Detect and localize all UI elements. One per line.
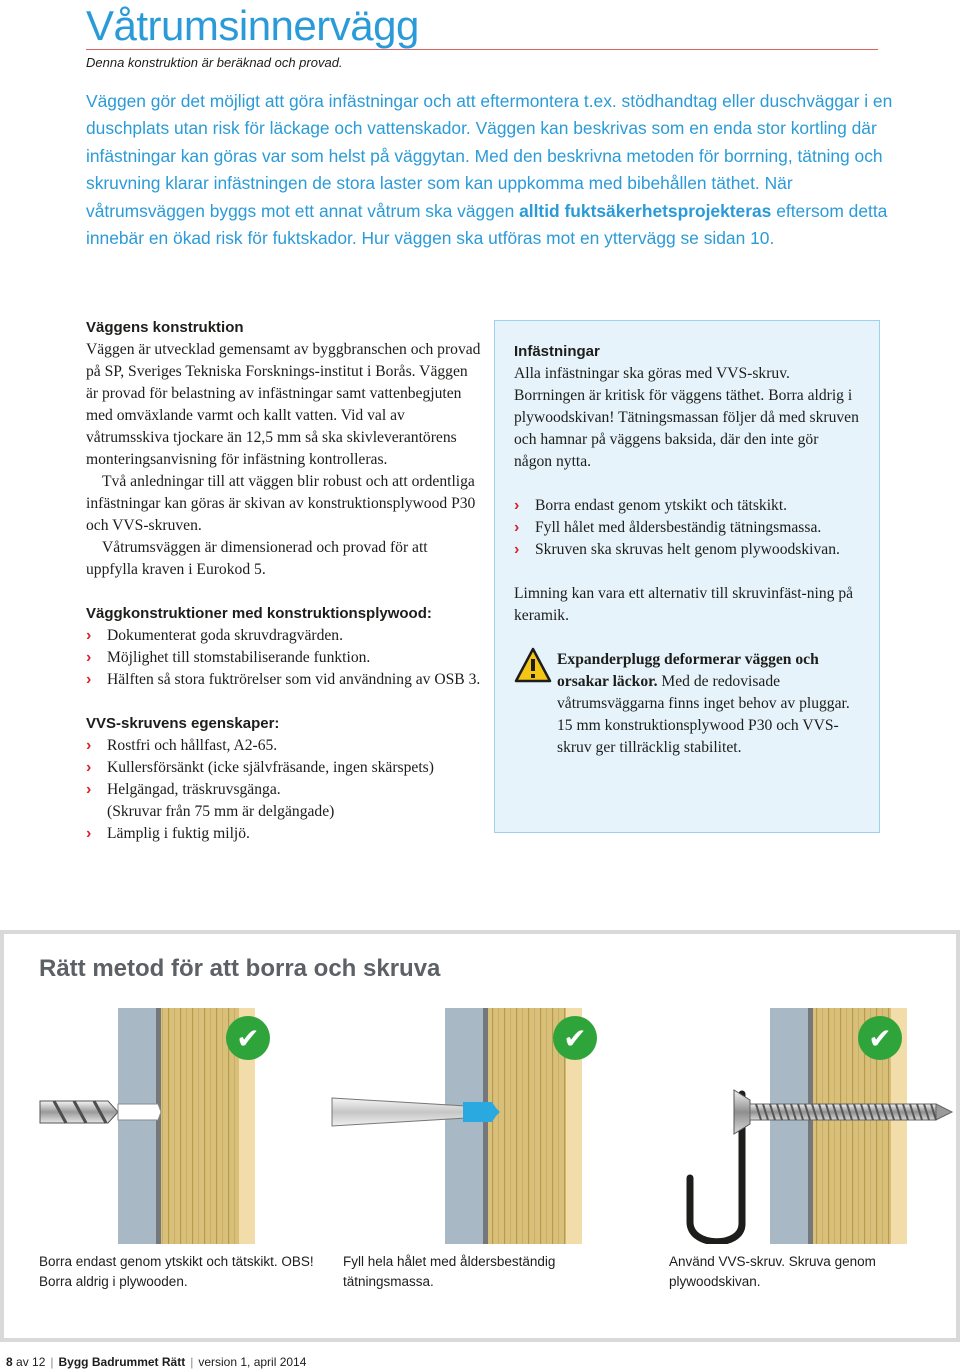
intro-paragraph (86, 88, 901, 252)
info-list (514, 495, 860, 561)
intro-text-1: Väggen gör det möjligt att göra infästningar och att eftermontera t.ex. stödhandtag eller duschväggar i en duschplats utan risk för läckage och vattenskador. Väggen kan beskrivas som en enda stor kortling där infästningar kan göras var som helst på väggytan. Med den beskrivna metoden för borrning, tätning och skruvning klarar infästningen de stora laster som kan uppkomma med bibehållen täthet. När våtrumsväggen byggs mot ett annat våtrum ska väggen (86, 91, 893, 221)
wall-illustrations (0, 1008, 960, 1244)
chevron-right-icon: › (86, 781, 92, 798)
list-item: › Helgängad, träskruvsgänga. (86, 779, 482, 801)
wall-section-drill (40, 1008, 270, 1244)
construction-paragraph-3: Våtrumsväggen är dimensionerad och provad för att uppfylla kraven i Eurokod 5. (86, 539, 428, 578)
caption-screw: Använd VVS-skruv. Skruva genom plywoodskivan. (669, 1254, 876, 1289)
wall-section-screw (690, 1008, 952, 1244)
plywood-heading: Väggkonstruktioner med konstruktionsplywood: (86, 605, 432, 622)
publication-name: Bygg Badrummet Rätt (58, 1355, 186, 1369)
chevron-right-icon: › (86, 737, 92, 754)
checkmark-icon: ✔ (236, 1022, 260, 1055)
membrane-layer (483, 1008, 488, 1244)
chevron-right-icon: › (86, 671, 92, 688)
warning-text: Med de redovisade våtrumsväggarna finns inget behov av pluggar. 15 mm konstruktionsplywood P30 och VVS-skruv ger tillräcklig stabilitet. (557, 673, 850, 756)
page-title: Våtrumsinnervägg (86, 2, 419, 49)
alternative-paragraph: Limning kan vara ett alternativ till skruvinfäst-ning på keramik. (514, 585, 854, 624)
screw-list (86, 735, 482, 801)
list-item: › Skruven ska skruvas helt genom plywoodskivan. (514, 539, 860, 561)
checkmark-icon: ✔ (868, 1022, 892, 1055)
construction-paragraph-1: Väggen är utvecklad gemensamt av byggbranschen och provad på SP, Sveriges Tekniska Forsknings-institut i Borås. Väggen är provad för belastning av infästningar samt vattenbegjuten med omväxlande varmt och kallt vatten. Vid val av våtrumsskiva tjockare än 12,5 mm så ska skivleverantörens monteringsanvisning för infästning kontrolleras. (86, 341, 481, 468)
warning-icon (514, 647, 552, 683)
version-info: version 1, april 2014 (198, 1355, 307, 1369)
warning-bold-text: Expanderplugg deformerar väggen och orsakar läckor. (557, 651, 819, 690)
screw-list-last (86, 823, 482, 845)
list-item: › Hälften så stora fuktrörelser som vid användning av OSB 3. (86, 669, 482, 691)
list-item: › Dokumenterat goda skruvdragvärden. (86, 625, 482, 647)
chevron-right-icon: › (86, 627, 92, 644)
info-box (494, 320, 880, 833)
caption-sealant: Fyll hela hålet med åldersbeständig tätningsmassa. (343, 1254, 556, 1289)
screw-heading: VVS-skruvens egenskaper: (86, 715, 280, 732)
list-item: › Lämplig i fuktig miljö. (86, 823, 482, 845)
wall-section-sealant (332, 1008, 597, 1244)
caption-drill: Borra endast genom ytskikt och tätskikt. OBS! Borra aldrig i plywooden. (39, 1254, 314, 1289)
screw-note: (Skruvar från 75 mm är delgängade) (107, 803, 335, 820)
chevron-right-icon: › (86, 759, 92, 776)
chevron-right-icon: › (86, 649, 92, 666)
info-paragraph: Alla infästningar ska göras med VVS-skruv. Borrningen är kritisk för väggens täthet. Borra aldrig i plywoodskivan! Tätningsmassan följer då med skruven och hamnar på väggens baksida, där den inte gör någon nytta. (514, 365, 859, 470)
chevron-right-icon: › (514, 497, 520, 514)
membrane-layer (808, 1008, 813, 1244)
tile-layer (445, 1008, 483, 1244)
page-number: 8 (6, 1355, 13, 1369)
construction-heading: Väggens konstruktion (86, 319, 244, 336)
list-item: › Möjlighet till stomstabiliserande funktion. (86, 647, 482, 669)
tile-layer (770, 1008, 808, 1244)
plywood-list (86, 625, 482, 691)
membrane-layer (156, 1008, 161, 1244)
page-footer: 8 av 12 | Bygg Badrummet Rätt | version 1, april 2014 (6, 1355, 307, 1369)
warning-block (514, 649, 860, 759)
intro-text-2: eftersom detta innebär en ökad risk för fuktskador. Hur väggen ska utföras mot en yttervägg se sidan 10. (86, 200, 888, 249)
list-item: › Kullersförsänkt (icke självfräsande, ingen skärspets) (86, 757, 482, 779)
page-total: av 12 (16, 1355, 46, 1369)
warning-paragraph (557, 649, 860, 759)
drilled-hole (118, 1104, 161, 1120)
chevron-right-icon: › (514, 519, 520, 536)
checkmark-icon: ✔ (563, 1022, 587, 1055)
page-subtitle: Denna konstruktion är beräknad och provad. (86, 55, 343, 70)
construction-paragraph-2: Två anledningar till att väggen blir robust och att ordentliga infästningar kan göras är skivan av konstruktionsplywood P30 och VVS-skruven. (86, 473, 476, 534)
intro-bold-text: alltid fuktsäkerhetsprojekteras (519, 200, 772, 221)
list-item: › Rostfri och hållfast, A2-65. (86, 735, 482, 757)
method-title: Rätt metod för att borra och skruva (39, 955, 441, 982)
title-divider (86, 49, 878, 50)
tile-layer (118, 1008, 156, 1244)
screw-head (734, 1090, 750, 1134)
list-item: › Borra endast genom ytskikt och tätskikt. (514, 495, 860, 517)
chevron-right-icon: › (514, 541, 520, 558)
list-item: › Fyll hålet med åldersbeständig tätningsmassa. (514, 517, 860, 539)
chevron-right-icon: › (86, 825, 92, 842)
info-heading: Infästningar (514, 343, 600, 360)
left-column (86, 317, 482, 845)
